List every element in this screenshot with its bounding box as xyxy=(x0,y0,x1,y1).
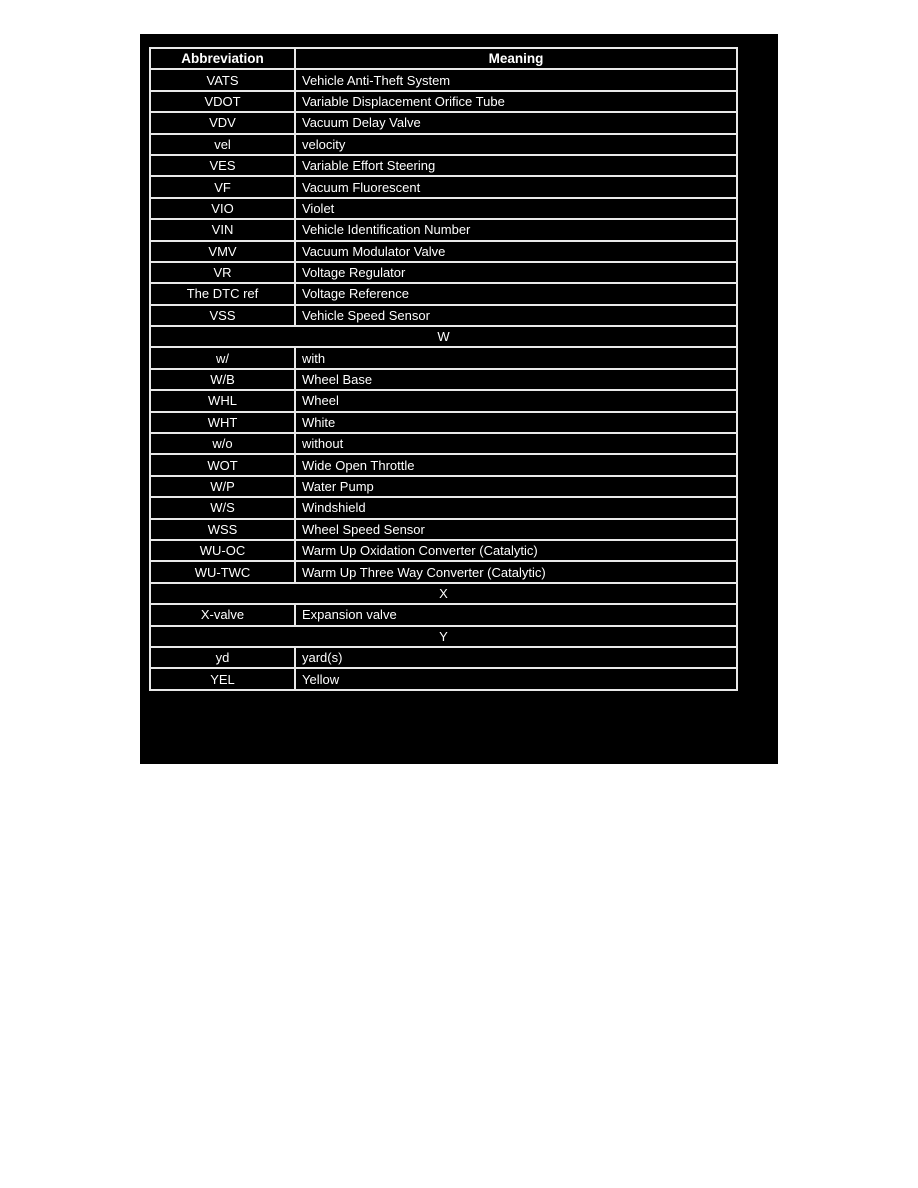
scanned-table-panel xyxy=(140,34,778,764)
section-letter: W xyxy=(150,326,737,347)
meaning-cell: Violet xyxy=(295,198,737,219)
meaning-cell: Variable Effort Steering xyxy=(295,155,737,176)
table-row xyxy=(150,262,737,283)
table-row xyxy=(150,561,737,582)
table-row xyxy=(150,283,737,304)
abbreviation-table xyxy=(149,47,738,691)
abbreviation-cell: VSS xyxy=(150,305,295,326)
abbreviation-cell: VR xyxy=(150,262,295,283)
table-row xyxy=(150,112,737,133)
abbreviation-cell: yd xyxy=(150,647,295,668)
meaning-cell: Wheel xyxy=(295,390,737,411)
meaning-cell: Warm Up Oxidation Converter (Catalytic) xyxy=(295,540,737,561)
abbreviation-cell: VDV xyxy=(150,112,295,133)
meaning-cell: Vacuum Delay Valve xyxy=(295,112,737,133)
table-row xyxy=(150,241,737,262)
abbreviation-cell: YEL xyxy=(150,668,295,689)
meaning-cell: Wide Open Throttle xyxy=(295,454,737,475)
meaning-cell: White xyxy=(295,412,737,433)
table-row xyxy=(150,390,737,411)
table-body xyxy=(150,69,737,689)
meaning-cell: Wheel Base xyxy=(295,369,737,390)
table-row xyxy=(150,476,737,497)
meaning-cell: Vehicle Identification Number xyxy=(295,219,737,240)
abbreviation-cell: VMV xyxy=(150,241,295,262)
header-meaning: Meaning xyxy=(295,48,737,69)
abbreviation-cell: WU-OC xyxy=(150,540,295,561)
table-row xyxy=(150,176,737,197)
abbreviation-cell: VATS xyxy=(150,69,295,90)
abbreviation-cell: WHL xyxy=(150,390,295,411)
abbreviation-cell: w/o xyxy=(150,433,295,454)
table-row xyxy=(150,412,737,433)
section-row xyxy=(150,583,737,604)
table-row xyxy=(150,219,737,240)
meaning-cell: without xyxy=(295,433,737,454)
meaning-cell: Vehicle Speed Sensor xyxy=(295,305,737,326)
table-row xyxy=(150,433,737,454)
abbreviation-cell: W/P xyxy=(150,476,295,497)
meaning-cell: Warm Up Three Way Converter (Catalytic) xyxy=(295,561,737,582)
table-row xyxy=(150,519,737,540)
table-row xyxy=(150,497,737,518)
meaning-cell: Vacuum Modulator Valve xyxy=(295,241,737,262)
abbreviation-cell: The DTC ref xyxy=(150,283,295,304)
table-row xyxy=(150,198,737,219)
meaning-cell: Vehicle Anti-Theft System xyxy=(295,69,737,90)
table-row xyxy=(150,454,737,475)
section-row xyxy=(150,326,737,347)
meaning-cell: Wheel Speed Sensor xyxy=(295,519,737,540)
meaning-cell: Vacuum Fluorescent xyxy=(295,176,737,197)
meaning-cell: Water Pump xyxy=(295,476,737,497)
meaning-cell: Variable Displacement Orifice Tube xyxy=(295,91,737,112)
meaning-cell: Windshield xyxy=(295,497,737,518)
abbreviation-cell: VIO xyxy=(150,198,295,219)
abbreviation-cell: W/S xyxy=(150,497,295,518)
table-row xyxy=(150,668,737,689)
table-row xyxy=(150,347,737,368)
header-abbreviation: Abbreviation xyxy=(150,48,295,69)
abbreviation-cell: VF xyxy=(150,176,295,197)
table-row xyxy=(150,369,737,390)
abbreviation-cell: W/B xyxy=(150,369,295,390)
meaning-cell: Expansion valve xyxy=(295,604,737,625)
table-row xyxy=(150,604,737,625)
abbreviation-cell: WHT xyxy=(150,412,295,433)
abbreviation-cell: WOT xyxy=(150,454,295,475)
table-row xyxy=(150,134,737,155)
section-letter: X xyxy=(150,583,737,604)
table-row xyxy=(150,647,737,668)
abbreviation-cell: VES xyxy=(150,155,295,176)
meaning-cell: yard(s) xyxy=(295,647,737,668)
abbreviation-cell: WU-TWC xyxy=(150,561,295,582)
table-header-row xyxy=(150,48,737,69)
abbreviation-cell: VDOT xyxy=(150,91,295,112)
meaning-cell: Voltage Reference xyxy=(295,283,737,304)
section-row xyxy=(150,626,737,647)
meaning-cell: with xyxy=(295,347,737,368)
abbreviation-cell: WSS xyxy=(150,519,295,540)
table-row xyxy=(150,155,737,176)
section-letter: Y xyxy=(150,626,737,647)
abbreviation-cell: X-valve xyxy=(150,604,295,625)
abbreviation-cell: vel xyxy=(150,134,295,155)
table-row xyxy=(150,69,737,90)
meaning-cell: velocity xyxy=(295,134,737,155)
abbreviation-cell: VIN xyxy=(150,219,295,240)
table-row xyxy=(150,540,737,561)
abbreviation-cell: w/ xyxy=(150,347,295,368)
meaning-cell: Yellow xyxy=(295,668,737,689)
table-row xyxy=(150,305,737,326)
table-row xyxy=(150,91,737,112)
meaning-cell: Voltage Regulator xyxy=(295,262,737,283)
